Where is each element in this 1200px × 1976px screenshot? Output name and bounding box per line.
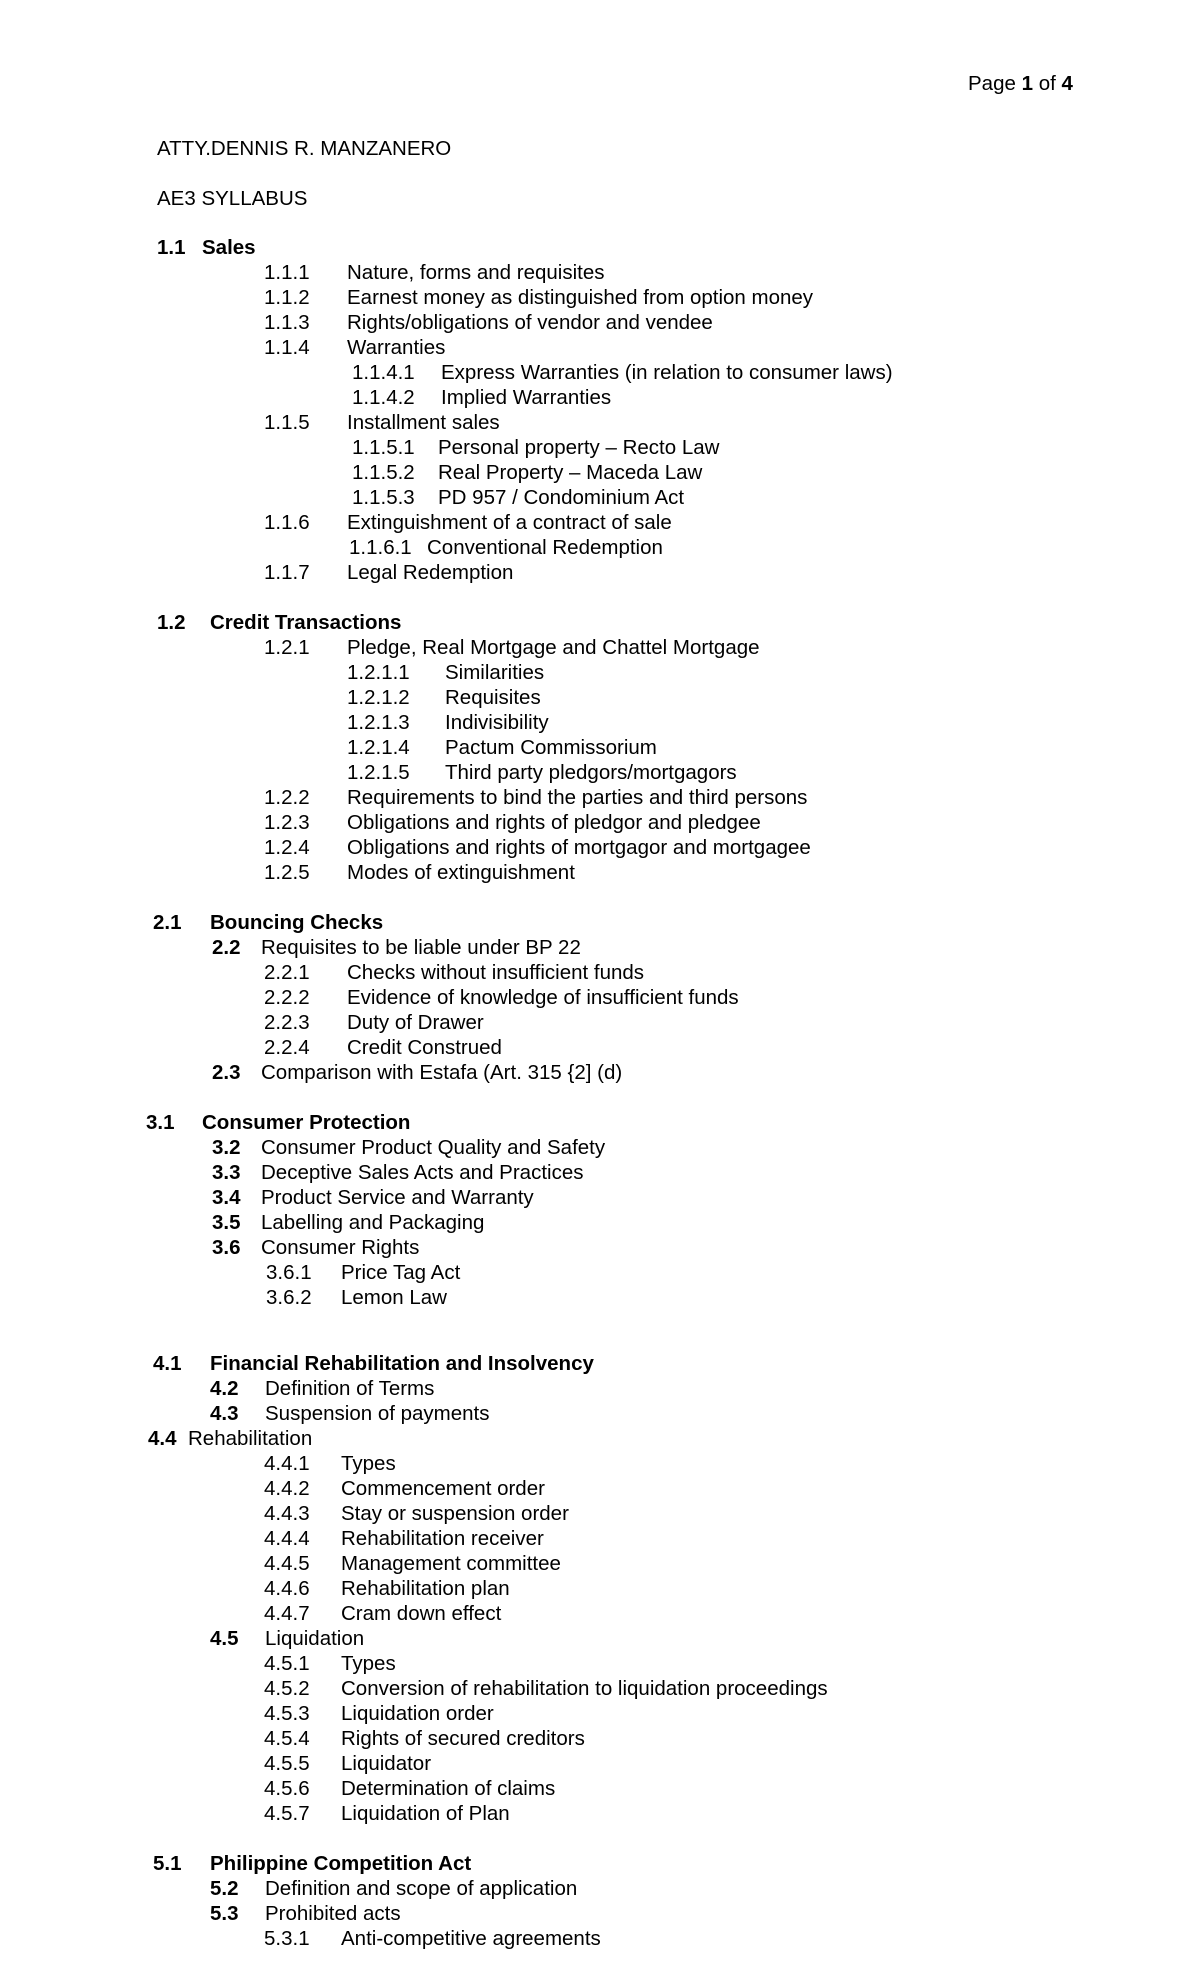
item-number: 2.2.3 bbox=[264, 1011, 310, 1034]
section-number: 4.4 bbox=[148, 1427, 177, 1450]
item-title: Anti-competitive agreements bbox=[341, 1927, 601, 1950]
item-title: Evidence of knowledge of insufficient funds bbox=[347, 986, 739, 1009]
section-title: Liquidation bbox=[265, 1627, 365, 1650]
document-title: AE3 SYLLABUS bbox=[157, 187, 308, 210]
item-title: Conventional Redemption bbox=[427, 536, 663, 559]
item-number: 4.5.2 bbox=[264, 1677, 310, 1700]
item-number: 1.2.1.1 bbox=[347, 661, 410, 684]
item-title: Third party pledgors/mortgagors bbox=[445, 761, 737, 784]
item-title: Pactum Commissorium bbox=[445, 736, 657, 759]
item-number: 4.5.1 bbox=[264, 1652, 310, 1675]
section-title: Definition of Terms bbox=[265, 1377, 435, 1400]
item-title: Earnest money as distinguished from option money bbox=[347, 286, 814, 309]
item-title: Similarities bbox=[445, 661, 545, 684]
section-number: 4.2 bbox=[210, 1377, 239, 1400]
item-number: 1.1.5.1 bbox=[352, 436, 415, 459]
item-title: Requisites bbox=[445, 686, 541, 709]
item-number: 1.1.3 bbox=[264, 311, 310, 334]
item-number: 3.6.1 bbox=[266, 1261, 312, 1284]
item-number: 1.1.4.1 bbox=[352, 361, 415, 384]
item-number: 4.4.2 bbox=[264, 1477, 310, 1500]
section-number: 4.3 bbox=[210, 1402, 239, 1425]
section-title: Deceptive Sales Acts and Practices bbox=[261, 1161, 584, 1184]
item-title: Indivisibility bbox=[445, 711, 549, 734]
section-number: 3.1 bbox=[146, 1111, 175, 1134]
section-number: 2.3 bbox=[212, 1061, 241, 1084]
item-number: 1.2.1.2 bbox=[347, 686, 410, 709]
item-number: 1.2.1.4 bbox=[347, 736, 410, 759]
section-title: Requisites to be liable under BP 22 bbox=[261, 936, 581, 959]
item-title: Real Property – Maceda Law bbox=[438, 461, 703, 484]
section-title: Bouncing Checks bbox=[210, 911, 384, 934]
item-number: 4.5.7 bbox=[264, 1802, 310, 1825]
item-number: 1.1.6 bbox=[264, 511, 310, 534]
item-title: Implied Warranties bbox=[441, 386, 612, 409]
item-title: Requirements to bind the parties and third persons bbox=[347, 786, 808, 809]
item-number: 4.4.6 bbox=[264, 1577, 310, 1600]
section-title: Definition and scope of application bbox=[265, 1877, 578, 1900]
item-title: Extinguishment of a contract of sale bbox=[347, 511, 672, 534]
section-number: 3.4 bbox=[212, 1186, 241, 1209]
item-number: 2.2.1 bbox=[264, 961, 310, 984]
item-number: 1.2.1.5 bbox=[347, 761, 410, 784]
item-title: Conversion of rehabilitation to liquidation proceedings bbox=[341, 1677, 828, 1700]
item-title: Types bbox=[341, 1452, 396, 1475]
item-number: 4.5.3 bbox=[264, 1702, 310, 1725]
item-number: 4.4.4 bbox=[264, 1527, 310, 1550]
item-number: 4.4.5 bbox=[264, 1552, 310, 1575]
item-title: Checks without insufficient funds bbox=[347, 961, 645, 984]
item-title: Liquidation of Plan bbox=[341, 1802, 510, 1825]
page-current: 1 bbox=[1021, 72, 1033, 95]
item-title: PD 957 / Condominium Act bbox=[438, 486, 685, 509]
section-title: Sales bbox=[202, 236, 256, 259]
section-title: Suspension of payments bbox=[265, 1402, 490, 1425]
item-title: Rehabilitation receiver bbox=[341, 1527, 544, 1550]
section-number: 5.2 bbox=[210, 1877, 239, 1900]
section-title: Rehabilitation bbox=[188, 1427, 313, 1450]
item-title: Management committee bbox=[341, 1552, 561, 1575]
item-number: 1.1.2 bbox=[264, 286, 310, 309]
item-title: Obligations and rights of pledgor and pledgee bbox=[347, 811, 761, 834]
item-number: 4.5.4 bbox=[264, 1727, 310, 1750]
section-number: 3.3 bbox=[212, 1161, 241, 1184]
item-title: Determination of claims bbox=[341, 1777, 556, 1800]
item-title: Modes of extinguishment bbox=[347, 861, 575, 884]
item-title: Express Warranties (in relation to consumer laws) bbox=[441, 361, 893, 384]
item-number: 1.2.3 bbox=[264, 811, 310, 834]
section-title: Consumer Product Quality and Safety bbox=[261, 1136, 606, 1159]
item-number: 4.4.7 bbox=[264, 1602, 310, 1625]
author-name: ATTY.DENNIS R. MANZANERO bbox=[157, 137, 452, 160]
item-number: 1.1.5.2 bbox=[352, 461, 415, 484]
section-number: 1.1 bbox=[157, 236, 186, 259]
item-number: 2.2.2 bbox=[264, 986, 310, 1009]
section-title: Prohibited acts bbox=[265, 1902, 401, 1925]
section-number: 2.2 bbox=[212, 936, 241, 959]
page-indicator bbox=[968, 72, 1073, 96]
item-number: 1.1.4.2 bbox=[352, 386, 415, 409]
item-title: Liquidation order bbox=[341, 1702, 494, 1725]
item-title: Rehabilitation plan bbox=[341, 1577, 510, 1600]
item-number: 2.2.4 bbox=[264, 1036, 310, 1059]
item-title: Legal Redemption bbox=[347, 561, 514, 584]
item-number: 5.3.1 bbox=[264, 1927, 310, 1950]
section-title: Financial Rehabilitation and Insolvency bbox=[210, 1352, 594, 1375]
item-title: Rights/obligations of vendor and vendee bbox=[347, 311, 713, 334]
section-number: 2.1 bbox=[153, 911, 182, 934]
section-title: Comparison with Estafa (Art. 315 {2] (d) bbox=[261, 1061, 623, 1084]
item-number: 4.4.1 bbox=[264, 1452, 310, 1475]
item-title: Obligations and rights of mortgagor and mortgagee bbox=[347, 836, 811, 859]
item-number: 1.1.5 bbox=[264, 411, 310, 434]
item-title: Rights of secured creditors bbox=[341, 1727, 585, 1750]
item-title: Types bbox=[341, 1652, 396, 1675]
section-title: Product Service and Warranty bbox=[261, 1186, 534, 1209]
item-number: 1.2.1 bbox=[264, 636, 310, 659]
section-number: 1.2 bbox=[157, 611, 186, 634]
item-title: Stay or suspension order bbox=[341, 1502, 569, 1525]
item-title: Cram down effect bbox=[341, 1602, 502, 1625]
item-title: Personal property – Recto Law bbox=[438, 436, 720, 459]
item-title: Lemon Law bbox=[341, 1286, 447, 1309]
item-title: Price Tag Act bbox=[341, 1261, 461, 1284]
item-title: Liquidator bbox=[341, 1752, 432, 1775]
page-prefix: Page bbox=[968, 72, 1016, 95]
section-number: 3.5 bbox=[212, 1211, 241, 1234]
item-number: 1.1.5.3 bbox=[352, 486, 415, 509]
item-number: 4.5.5 bbox=[264, 1752, 310, 1775]
item-number: 1.1.7 bbox=[264, 561, 310, 584]
section-title: Credit Transactions bbox=[210, 611, 402, 634]
item-number: 4.4.3 bbox=[264, 1502, 310, 1525]
item-title: Pledge, Real Mortgage and Chattel Mortgage bbox=[347, 636, 760, 659]
item-number: 1.2.4 bbox=[264, 836, 310, 859]
item-number: 4.5.6 bbox=[264, 1777, 310, 1800]
item-title: Credit Construed bbox=[347, 1036, 502, 1059]
section-title: Philippine Competition Act bbox=[210, 1852, 472, 1875]
item-number: 3.6.2 bbox=[266, 1286, 312, 1309]
item-number: 1.1.1 bbox=[264, 261, 310, 284]
section-title: Consumer Rights bbox=[261, 1236, 420, 1259]
section-number: 3.6 bbox=[212, 1236, 241, 1259]
item-number: 1.2.5 bbox=[264, 861, 310, 884]
item-title: Duty of Drawer bbox=[347, 1011, 484, 1034]
page-total: 4 bbox=[1061, 72, 1073, 95]
page-sep: of bbox=[1038, 72, 1056, 95]
section-title: Consumer Protection bbox=[202, 1111, 411, 1134]
section-number: 5.1 bbox=[153, 1852, 182, 1875]
section-title: Labelling and Packaging bbox=[261, 1211, 485, 1234]
section-number: 4.5 bbox=[210, 1627, 239, 1650]
item-number: 1.1.4 bbox=[264, 336, 310, 359]
item-title: Nature, forms and requisites bbox=[347, 261, 605, 284]
item-title: Warranties bbox=[347, 336, 446, 359]
section-number: 3.2 bbox=[212, 1136, 241, 1159]
section-number: 5.3 bbox=[210, 1902, 239, 1925]
item-title: Installment sales bbox=[347, 411, 500, 434]
item-number: 1.2.2 bbox=[264, 786, 310, 809]
item-title: Commencement order bbox=[341, 1477, 545, 1500]
item-number: 1.1.6.1 bbox=[349, 536, 412, 559]
item-number: 1.2.1.3 bbox=[347, 711, 410, 734]
section-number: 4.1 bbox=[153, 1352, 182, 1375]
